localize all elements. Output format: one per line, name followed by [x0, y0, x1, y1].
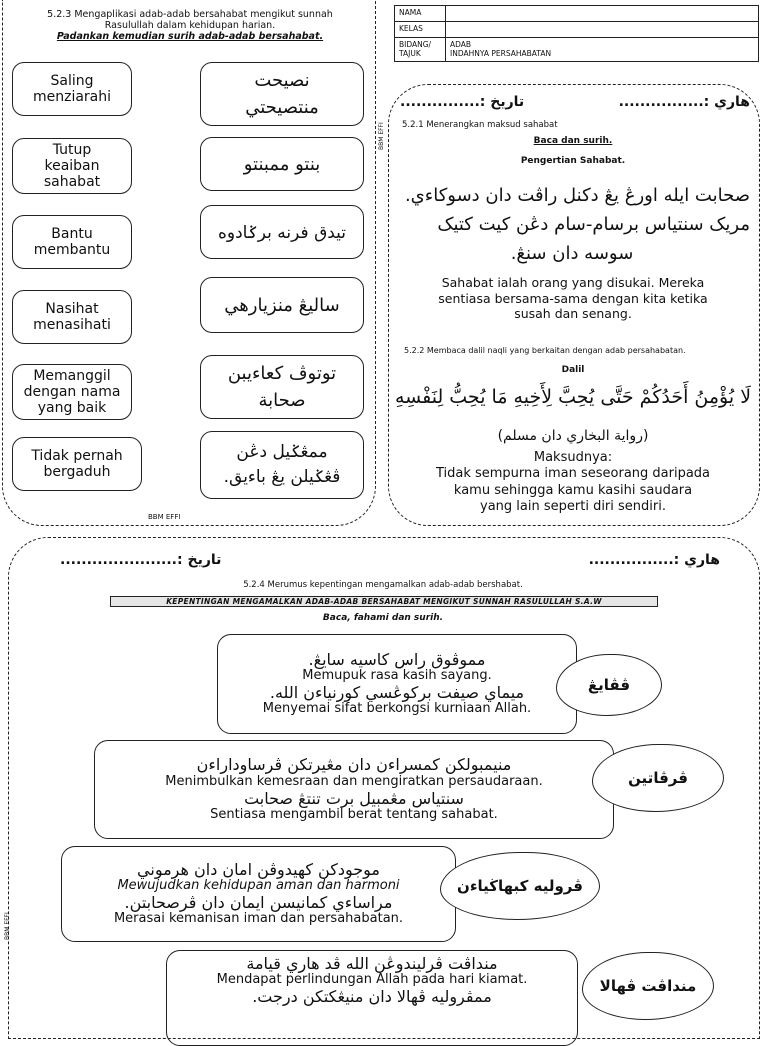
- jawi-4-line-1: ساليڠ منزيارهي: [224, 294, 340, 316]
- date-line: [400, 94, 750, 110]
- pengertian-malay-2: sentiasa bersama-sama dengan kita ketika: [438, 290, 708, 306]
- maksud-line-3: yang lain seperti diri sendiri.: [480, 498, 666, 514]
- cloud-2: [592, 744, 724, 812]
- bottom-tarikh-field[interactable]: تاريخ :......................: [60, 552, 222, 568]
- jawi-box-5[interactable]: [200, 355, 364, 419]
- left-credit: BBM EFFI: [148, 513, 181, 521]
- malay-1-line-1: Saling: [50, 72, 94, 89]
- pengertian-heading: Pengertian Sahabat.: [520, 156, 626, 166]
- hadith-text: لَا يُؤْمِنُ أَحَدُكُمْ حَتَّى يُحِبَّ لِأَخِيهِ مَا يُحِبُّ لِنَفْسِهِ: [394, 386, 752, 408]
- malay-4-line-1: Nasihat: [45, 300, 99, 317]
- cloud-1-label: ڤڤايڠ: [587, 676, 631, 694]
- item-2-jawi-2: سنتياس مڠمبيل برت تنتڠ صحابت: [244, 788, 464, 808]
- dalil-heading: Dalil: [561, 365, 585, 375]
- malay-box-5[interactable]: [12, 364, 132, 420]
- item-3-malay-1: Mewujudkan kehidupan aman dan harmoni: [117, 878, 400, 894]
- malay-5-line-1: Memanggil: [33, 367, 111, 384]
- jawi-5-line-1: توتوڤ كعاءيبن: [227, 363, 337, 384]
- pengertian-jawi: [394, 182, 750, 268]
- item-2-malay-1: Menimbulkan kemesraan dan mengiratkan persaudaraan.: [165, 773, 543, 789]
- malay-2-line-2: keaiban: [44, 157, 100, 174]
- item-2-jawi-1: منيمبولكن كمسراءن دان مڠيرتكن ڤرساوداراءن: [196, 755, 512, 775]
- jawi-6-line-2: ڤڠݢيلن يڠ باءيق.: [223, 467, 341, 487]
- malay-box-2[interactable]: [12, 138, 132, 194]
- jawi-2-line-1: بنتو ممبنتو: [243, 153, 321, 175]
- maksud-block: [388, 450, 758, 515]
- kepentingan-item-3: [61, 846, 456, 942]
- cloud-4: [582, 952, 714, 1020]
- jawi-box-1[interactable]: [200, 62, 364, 126]
- bidang-value-1: ADAB: [450, 40, 472, 49]
- kepentingan-item-1: [217, 634, 577, 734]
- item-1-malay-1: Memupuk rasa kasih sayang.: [302, 668, 492, 684]
- maksud-line-1: Tidak sempurna iman seseorang daripada: [435, 466, 711, 482]
- kepentingan-item-4: [166, 950, 578, 1046]
- malay-5-line-3: yang baik: [37, 400, 107, 417]
- cloud-1: [556, 654, 662, 716]
- baca-instruction: Baca dan surih.: [533, 136, 613, 146]
- jawi-1-line-2: منتصيحتي: [245, 97, 319, 118]
- pengertian-malay-1: Sahabat ialah orang yang disukai. Mereka: [441, 275, 705, 290]
- kepentingan-item-2: [94, 740, 614, 839]
- matching-objective: [20, 10, 360, 43]
- jawi-5-line-2: صحابة: [258, 390, 306, 411]
- bidang-label: BIDANG/ TAJUK: [395, 38, 446, 62]
- jawi-box-2[interactable]: [200, 137, 364, 191]
- item-1-jawi-2: ميماي صيفت بركوڠسي كورنياءن الله.: [269, 683, 525, 702]
- pengertian-malay-3: susah dan senang.: [514, 306, 632, 322]
- maksud-line-2: kamu sehingga kamu kasihi saudara: [453, 482, 693, 498]
- bottom-hari-field[interactable]: هاري :................: [588, 552, 720, 568]
- malay-1-line-2: menziarahi: [32, 89, 112, 105]
- nama-label: NAMA: [395, 6, 446, 22]
- malay-5-line-2: dengan nama: [23, 383, 121, 400]
- student-info-table: [394, 5, 759, 62]
- malay-4-line-2: menasihati: [33, 317, 111, 333]
- cloud-3: [440, 852, 600, 920]
- jawi-box-6[interactable]: [200, 431, 364, 499]
- item-3-jawi-2: مراساءي كمانيسن ايمان دان ڤرصحابتن.: [124, 893, 393, 912]
- surih-instruction: Baca, fahami dan surih.: [322, 613, 444, 623]
- objective-524: 5.2.4 Merumus kepentingan mengamalkan adab-adab bershabat.: [243, 580, 523, 590]
- item-2-malay-2: Sentiasa mengambil berat tentang sahabat.: [210, 806, 498, 822]
- tarikh-field[interactable]: تاريخ :...............: [400, 94, 525, 110]
- item-3-jawi-1: موجودكن كهيدوڤن امان دان هرموني: [137, 859, 380, 879]
- bidang-value-2: INDAHNYA PERSAHABATAN: [450, 49, 552, 58]
- objective-line-1: 5.2.3 Mengaplikasi adab-adab bersahabat mengikut sunnah: [47, 9, 333, 20]
- kepentingan-banner: KEPENTINGAN MENGAMALKAN ADAB-ADAB BERSAHABAT MENGIKUT SUNNAH RASULULLAH S.A.W: [110, 596, 658, 607]
- right-side-credit: BBM EFFI: [378, 122, 385, 150]
- pengertian-malay: [388, 275, 758, 322]
- malay-6-line-2: bergaduh: [43, 464, 111, 480]
- malay-2-line-3: sahabat: [43, 174, 101, 191]
- kelas-field[interactable]: [446, 22, 759, 38]
- item-4-jawi-1: منداڤت ڤرليندوڠن الله ڤد هاري قيامة: [246, 954, 498, 973]
- jawi-box-3[interactable]: [200, 205, 364, 259]
- malay-box-4[interactable]: [12, 290, 132, 344]
- jawi-box-4[interactable]: [200, 277, 364, 333]
- pengertian-jawi-3: سوسه دان سنڠ.: [510, 242, 634, 264]
- kelas-label: KELAS: [395, 22, 446, 38]
- hadith-riwayat: (رواية البخاري دان مسلم): [497, 428, 649, 444]
- malay-box-1[interactable]: [12, 62, 132, 116]
- pengertian-jawi-1: صحابت ايله اورڠ يڠ دكنل راڤت دان دسوكاءي.: [404, 185, 750, 206]
- cloud-4-label: منداڤت ڤهالا: [599, 977, 697, 995]
- bottom-date-line: [60, 552, 720, 568]
- objective-521: 5.2.1 Menerangkan maksud sahabat: [402, 120, 558, 130]
- malay-3-line-2: membantu: [33, 242, 111, 258]
- malay-3-line-1: Bantu: [51, 225, 93, 242]
- jawi-6-line-1: ممڠݢيل دڠن: [236, 441, 328, 462]
- jawi-3-line-1: تيدق فرنه برݢادوه: [217, 222, 347, 243]
- item-1-jawi-1: مموڤوق راس كاسيه سايڠ.: [308, 649, 486, 669]
- malay-2-line-1: Tutup: [52, 141, 92, 158]
- cloud-2-label: ڤرڤاتين: [628, 769, 688, 787]
- nama-field[interactable]: [446, 6, 759, 22]
- malay-box-6[interactable]: [12, 437, 142, 491]
- pengertian-jawi-2: مريک سنتياس برسام-سام دڠن كيت كتيک: [437, 213, 750, 235]
- bidang-value: [446, 38, 759, 62]
- jawi-1-line-1: نصيحت: [254, 70, 310, 91]
- objective-line-2: Rasulullah dalam kehidupan harian.: [104, 19, 276, 31]
- malay-box-3[interactable]: [12, 215, 132, 269]
- matching-instruction: Padankan kemudian surih adab-adab bersahabat.: [56, 30, 324, 42]
- malay-6-line-1: Tidak pernah: [31, 447, 123, 464]
- objective-522: 5.2.2 Membaca dalil naqli yang berkaitan dengan adab persahabatan.: [404, 346, 686, 355]
- hari-field[interactable]: هاري :................: [618, 94, 750, 110]
- item-1-malay-2: Menyemai sifat berkongsi kurniaan Allah.: [262, 701, 532, 717]
- item-3-malay-2: Merasai kemanisan iman dan persahabatan.: [113, 911, 404, 927]
- item-4-malay-1: Mendapat perlindungan Allah pada hari kiamat.: [216, 972, 528, 988]
- bottom-side-credit: BBM EFFI: [4, 912, 11, 940]
- cloud-3-label: ڤروليه كبهاڬياءن: [457, 877, 583, 895]
- maksud-label: Maksudnya:: [533, 450, 613, 465]
- item-4-jawi-2: ممڤرولیه ڤهالا دان منيڠكتكن درجت.: [252, 987, 492, 1007]
